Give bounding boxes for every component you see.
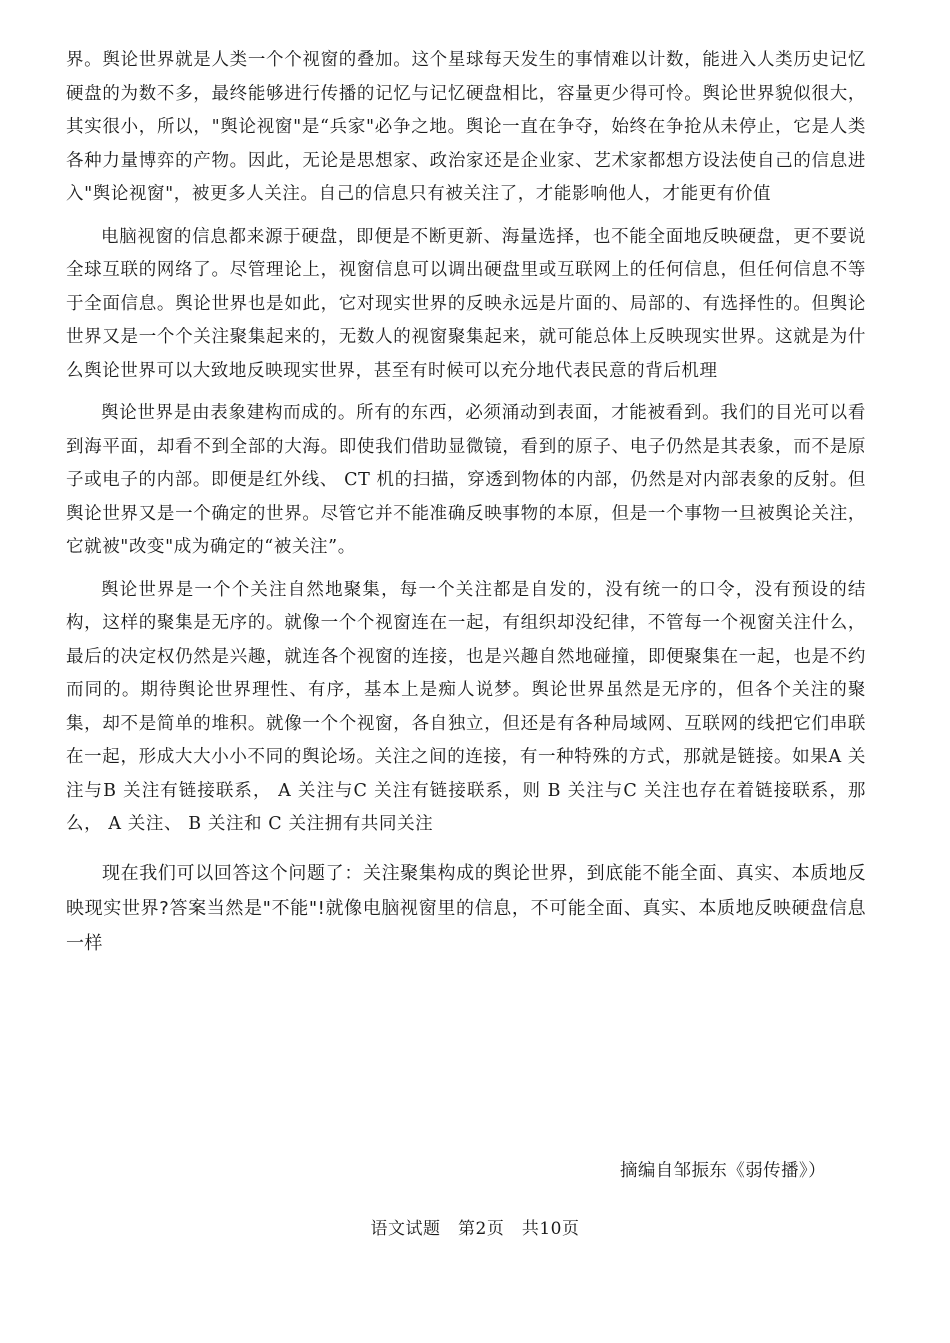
page-footer: 语文试题 第2页 共10页 <box>370 1219 580 1239</box>
paragraph-3: 舆论世界是由表象建构而成的。所有的东西，必须涌动到表面，才能被看到。我们的目光可以看到海平面，却看不到全部的大海。即使我们借助显微镜，看到的原子、电子仍然是其表象，而不是原子或电子的内部。即便是红外线、 CT 机的扫描，穿透到物体的内部，仍然是对内部表象的反射。但舆论世界又是一个确定的世界。尽管它并不能准确反映事物的本原，但是一个事物一旦被舆论关注，它就被"改变"成为确定的“被关注”。 <box>66 403 866 557</box>
article-body <box>66 44 866 961</box>
paragraph-1: 界。舆论世界就是人类一个个视窗的叠加。这个星球每天发生的事情难以计数，能进入人类历史记忆硬盘的为数不多，最终能够进行传播的记忆与记忆硬盘相比，容量更少得可怜。舆论世界貌似很大，其实很小，所以，"舆论视窗"是“兵家"必争之地。舆论一直在争夺，始终在争抢从未停止，它是人类各种力量博弈的产物。因此，无论是思想家、政治家还是企业家、艺术家都想方设法使自己的信息进入"舆论视窗"，被更多人关注。自己的信息只有被关注了，才能影响他人，才能更有价值 <box>66 50 866 204</box>
paragraph-2: 电脑视窗的信息都来源于硬盘，即便是不断更新、海量选择，也不能全面地反映硬盘，更不要说全球互联的网络了。尽管理论上，视窗信息可以调出硬盘里或互联网上的任何信息，但任何信息不等于全面信息。舆论世界也是如此，它对现实世界的反映永远是片面的、局部的、有选择性的。但舆论世界又是一个个关注聚集起来的，无数人的视窗聚集起来，就可能总体上反映现实世界。这就是为什么舆论世界可以大致地反映现实世界，甚至有时候可以充分地代表民意的背后机理 <box>66 226 866 381</box>
paragraph-5: 现在我们可以回答这个问题了：关注聚集构成的舆论世界，到底能不能全面、真实、本质地反映现实世界?答案当然是"不能"!就像电脑视窗里的信息，不可能全面、真实、本质地反映硬盘信息一样 <box>66 862 866 954</box>
paragraph-4: 舆论世界是一个个关注自然地聚集，每一个关注都是自发的，没有统一的口令，没有预设的结构，这样的聚集是无序的。就像一个个视窗连在一起，有组织却没纪律，不管每一个视窗关注什么，最后的决定权仍然是兴趣，就连各个视窗的连接，也是兴趣自然地碰撞，即便聚集在一起，也是不约而同的。期待舆论世界理性、有序，基本上是痴人说梦。舆论世界虽然是无序的，但各个关注的聚集，却不是简单的堆积。就像一个个视窗，各自独立，但还是有各种局域网、互联网的线把它们串联在一起，形成大大小小不同的舆论场。关注之间的连接，有一种特殊的方式，那就是链接。如果A 关注与B 关注有链接联系， A 关注与C 关注有链接联系，则 B 关注与C 关注也存在着链接联系，那么， A 关注、 B 关注和 C 关注拥有共同关注 <box>66 579 866 834</box>
article-source: 摘编自邹振东《弱传播》） <box>619 1161 826 1181</box>
